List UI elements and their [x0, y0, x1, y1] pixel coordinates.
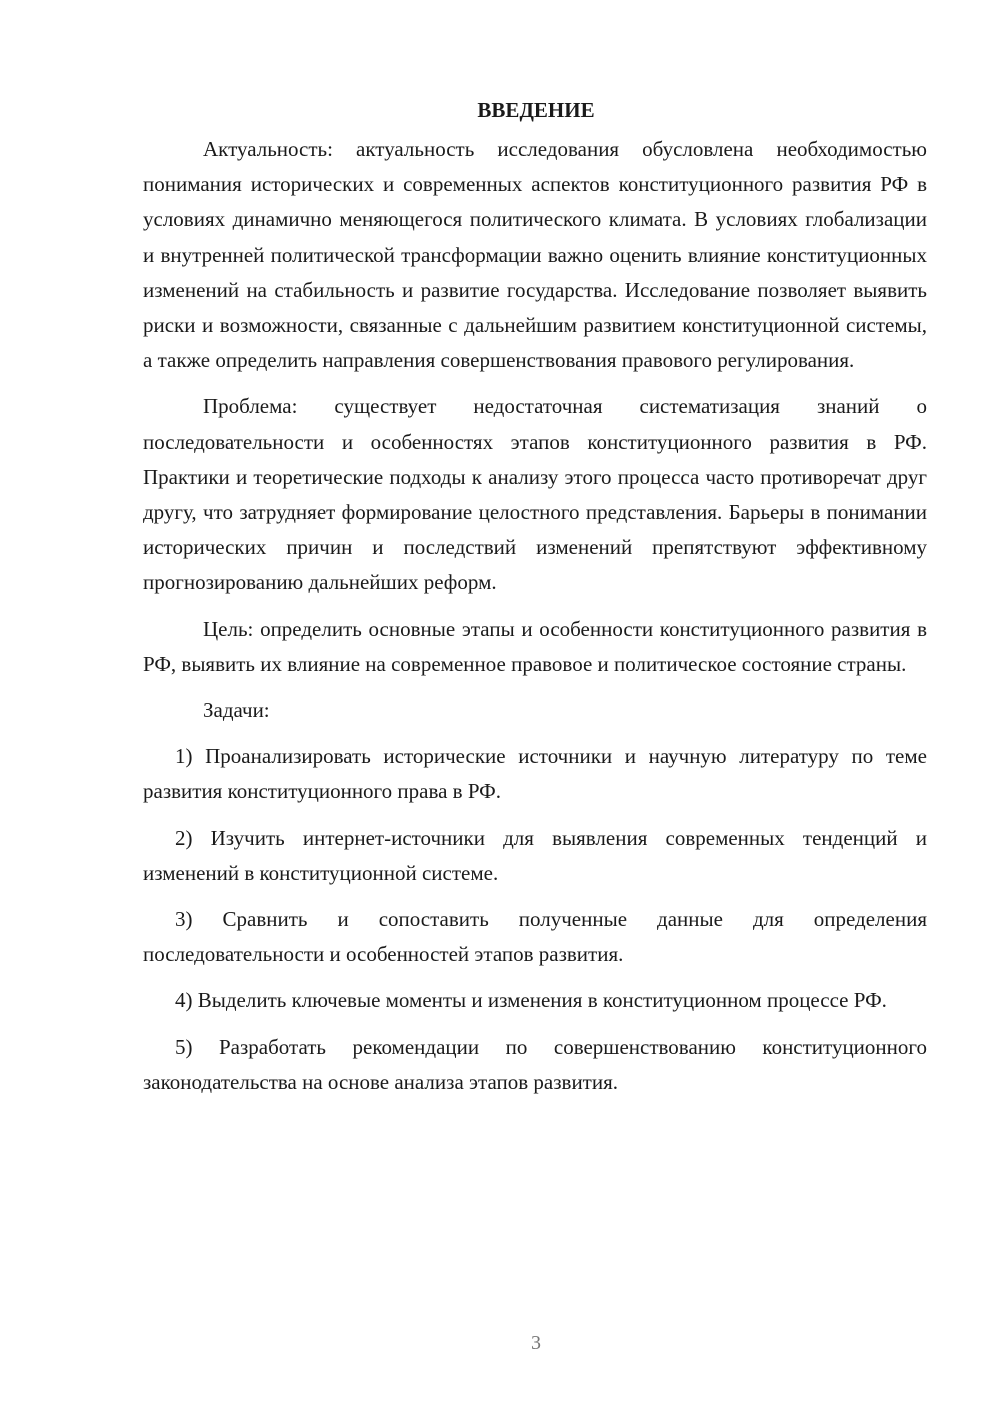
- task-item-5: 5) Разработать рекомендации по совершенствованию конституционного законодательства на основе анализа этапов развития.: [143, 1034, 927, 1094]
- tasks-label: Задачи:: [203, 698, 270, 723]
- task-item-3: 3) Сравнить и сопоставить полученные данные для определения последовательности и особенностей этапов развития.: [143, 907, 927, 967]
- paragraph-relevance: Актуальность: актуальность исследования обусловлена необходимостью понимания исторических и современных аспектов конституционного развития РФ в условиях динамично меняющегося политического климата. В условиях глобализации и внутренней политической трансформации важно оценить влияние конституционных изменений на стабильность и развитие государства. Исследование позволяет выявить риски и возможности, связанные с дальнейшим развитием конституционной системы, а также определить направления совершенствования правового регулирования.: [143, 137, 927, 373]
- page-content: [143, 93, 927, 1100]
- task-item-1: 1) Проанализировать исторические источники и научную литературу по теме развития конституционного права в РФ.: [143, 744, 927, 804]
- task-item-2: 2) Изучить интернет-источники для выявления современных тенденций и изменений в конституционной системе.: [143, 825, 927, 885]
- page-number: 3: [531, 1332, 541, 1354]
- paragraph-problem: Проблема: существует недостаточная систематизация знаний о последовательности и особенностях этапов конституционного развития в РФ. Практики и теоретические подходы к анализу этого процесса часто противоречат друг другу, что затрудняет формирование целостного представления. Барьеры в понимании исторических причин и последствий изменений препятствуют эффективному прогнозированию дальнейших реформ.: [143, 394, 927, 595]
- task-item-4: 4) Выделить ключевые моменты и изменения в конституционном процессе РФ.: [175, 988, 887, 1013]
- paragraph-goal: Цель: определить основные этапы и особенности конституционного развития в РФ, выявить их влияние на современное правовое и политическое состояние страны.: [143, 616, 927, 676]
- page-title: ВВЕДЕНИЕ: [477, 98, 595, 122]
